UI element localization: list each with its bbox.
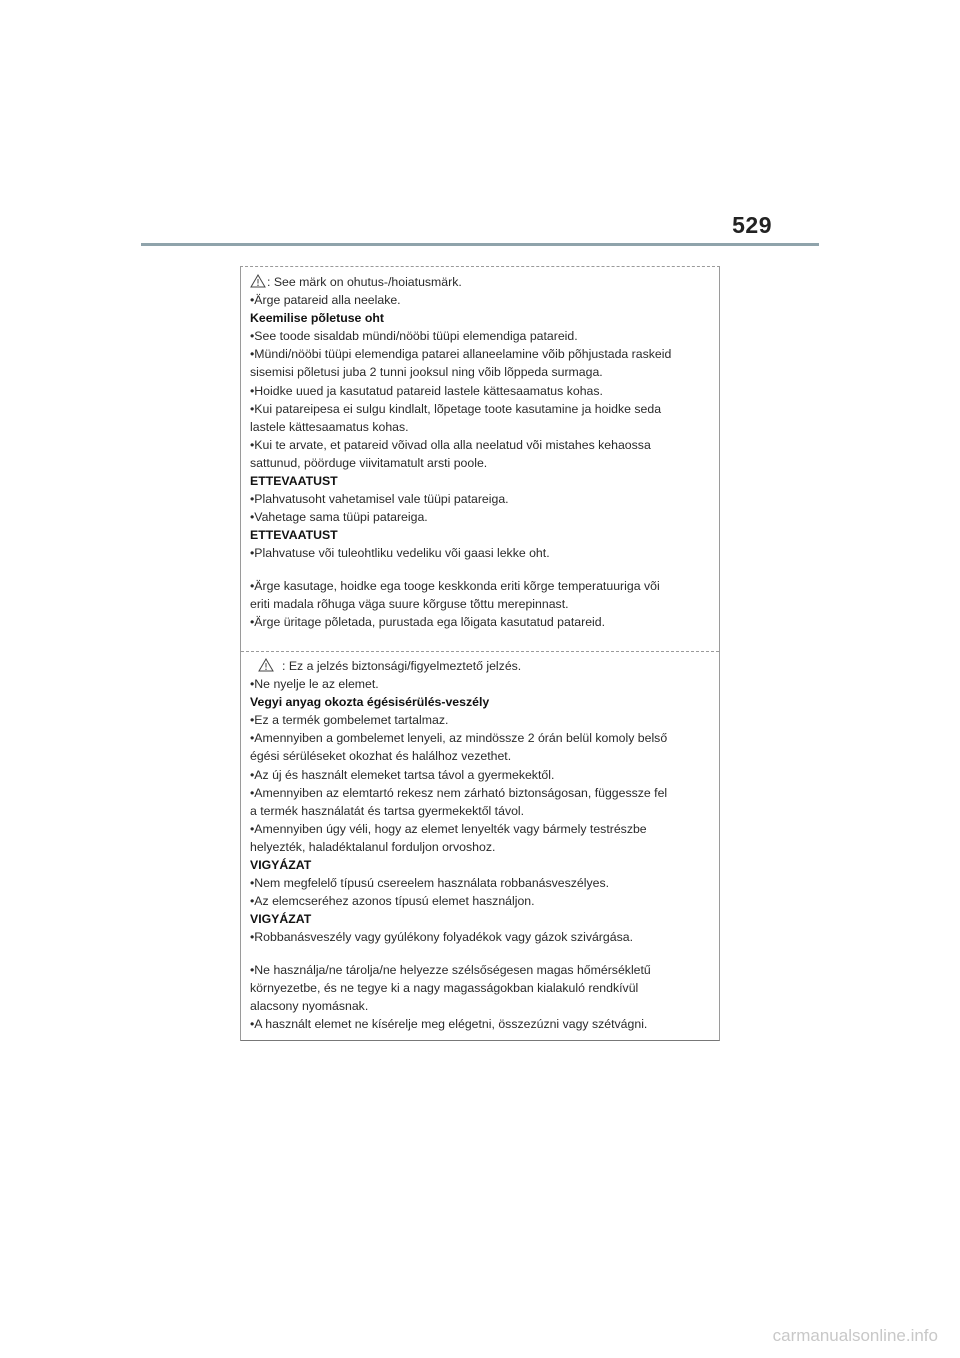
estonian-notice: [241, 273, 719, 631]
text-line: sisemisi põletusi juba 2 tunni jooksul ning võib lõppeda surmaga.: [250, 365, 603, 380]
text-line: •Amennyiben az elemtartó rekesz nem zárható biztonságosan, függessze fel: [250, 785, 668, 800]
text-line: •Amennyiben úgy véli, hogy az elemet lenyelték vagy bármely testrészbe: [250, 821, 647, 836]
text-line: •Kui te arvate, et patareid võivad olla alla neelatud või mistahes kehaossa: [250, 437, 651, 452]
text-line: a termék használatát és tartsa gyermekektől távol.: [250, 803, 525, 818]
section-heading: ETTEVAATUST: [250, 474, 338, 489]
text-line: •Plahvatuse või tuleohtliku vedeliku või gaasi lekke oht.: [250, 546, 550, 561]
text-line: •Vahetage sama tüüpi patareiga.: [250, 510, 428, 525]
hungarian-notice: [241, 651, 719, 1033]
text-line: •A használt elemet ne kísérelje meg elégetni, összezúzni vagy szétvágni.: [250, 1016, 648, 1031]
text-line: alacsony nyomásnak.: [250, 998, 369, 1013]
hungarian-symbol-line: [250, 657, 719, 675]
section-heading: VIGYÁZAT: [250, 858, 312, 873]
estonian-symbol-text: : See märk on ohutus-/hoiatusmärk.: [267, 275, 462, 289]
estonian-lines-top: [250, 291, 719, 562]
hungarian-lines-bottom: [250, 961, 719, 1033]
watermark: carmanualsonline.info: [772, 1326, 938, 1345]
warning-triangle-icon: [250, 274, 266, 288]
text-line: •Ärge üritage põletada, purustada ega lõigata kasutatud patareid.: [250, 614, 606, 629]
text-line: •Hoidke uued ja kasutatud patareid lastele kättesaamatus kohas.: [250, 383, 603, 398]
text-line: •Nem megfelelő típusú csereelem használata robbanásveszélyes.: [250, 876, 610, 891]
section-heading: VIGYÁZAT: [250, 912, 312, 927]
text-line: lastele kättesaamatus kohas.: [250, 419, 409, 434]
battery-warning-box: [240, 266, 720, 1041]
text-line: •Amennyiben a gombelemet lenyeli, az mindössze 2 órán belül komoly belső: [250, 731, 668, 746]
text-line: •See toode sisaldab mündi/nööbi tüüpi elemendiga patareid.: [250, 329, 578, 344]
text-line: környezetbe, és ne tegye ki a nagy magasságokban kialakuló rendkívül: [250, 980, 639, 995]
text-line: helyezték, haladéktalanul forduljon orvoshoz.: [250, 839, 496, 854]
text-line: •Mündi/nööbi tüüpi elemendiga patarei allaneelamine võib põhjustada raskeid: [250, 347, 672, 362]
text-line: •Kui patareipesa ei sulgu kindlalt, lõpetage toote kasutamine ja hoidke seda: [250, 401, 662, 416]
text-line: •Az elemcseréhez azonos típusú elemet használjon.: [250, 894, 535, 909]
section-heading: Vegyi anyag okozta égésisérülés-veszély: [250, 695, 490, 710]
section-heading: ETTEVAATUST: [250, 528, 338, 543]
section-heading: Keemilise põletuse oht: [250, 311, 384, 326]
text-line: •Az új és használt elemeket tartsa távol a gyermekektől.: [250, 767, 555, 782]
text-line: eriti madala rõhuga väga suure kõrguse tõttu merepinnast.: [250, 596, 569, 611]
hungarian-lines-top: [250, 675, 719, 946]
text-line: •Ärge patareid alla neelake.: [250, 293, 401, 308]
estonian-lines-bottom: [250, 577, 719, 631]
text-line: •Ez a termék gombelemet tartalmaz.: [250, 713, 449, 728]
text-line: •Ne használja/ne tárolja/ne helyezze szélsőségesen magas hőmérsékletű: [250, 962, 651, 977]
warning-triangle-icon: [258, 658, 274, 672]
hungarian-symbol-text: : Ez a jelzés biztonsági/figyelmeztető jelzés.: [282, 659, 522, 673]
text-line: •Ne nyelje le az elemet.: [250, 677, 379, 692]
estonian-symbol-line: [250, 273, 719, 291]
page-number: 529: [732, 212, 772, 238]
text-line: sattunud, pöörduge viivitamatult arsti poole.: [250, 455, 488, 470]
text-line: •Ärge kasutage, hoidke ega tooge keskkonda eriti kõrge temperatuuriga või: [250, 578, 660, 593]
text-line: •Robbanásveszély vagy gyúlékony folyadékok vagy gázok szivárgása.: [250, 930, 633, 945]
text-line: égési sérüléseket okozhat és halálhoz vezethet.: [250, 749, 512, 764]
header-rule: [141, 243, 819, 246]
text-line: •Plahvatusoht vahetamisel vale tüüpi patareiga.: [250, 492, 509, 507]
